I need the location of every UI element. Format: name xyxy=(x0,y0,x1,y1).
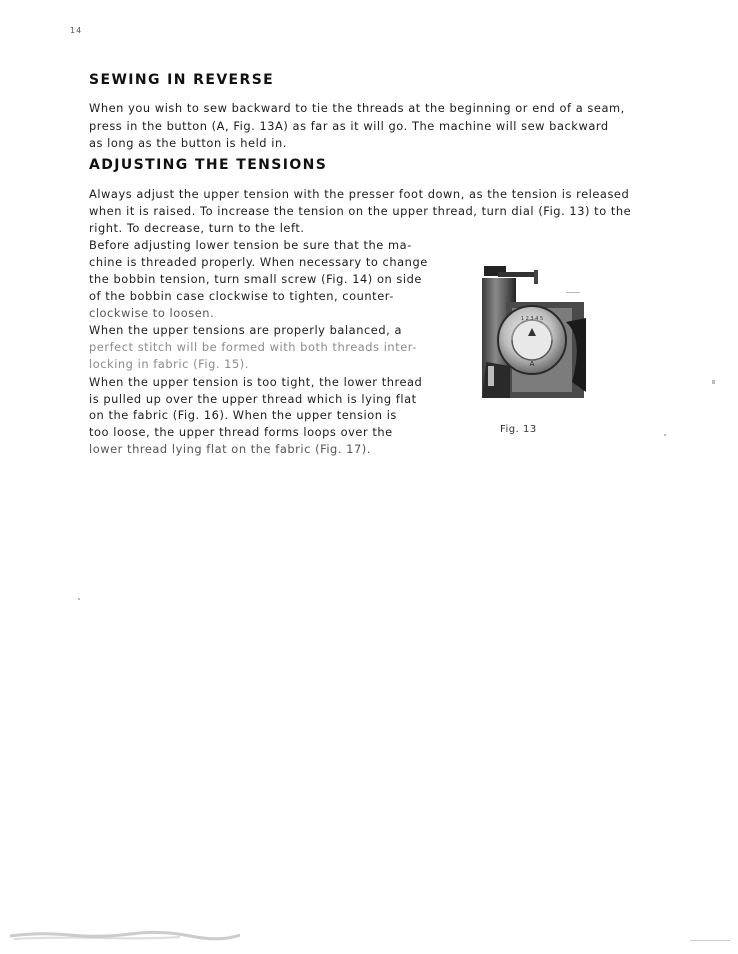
body-line: Before adjusting lower tension be sure that the ma- xyxy=(89,238,412,252)
scan-speck xyxy=(78,598,80,600)
scan-smudge xyxy=(10,926,240,942)
body-line: when it is raised. To increase the tension on the upper thread, turn dial (Fig. 13) to the xyxy=(89,204,632,218)
body-line: the bobbin tension, turn small screw (Fig. 14) on side xyxy=(89,272,422,286)
figure-caption: Fig. 13 xyxy=(500,424,537,435)
dial-marks: 1 2 3 4 5 xyxy=(520,316,544,322)
body-line: press in the button (A, Fig. 13A) as far as it will go. The machine will sew backward xyxy=(89,119,609,133)
section-heading-adjusting-the-tensions: ADJUSTING THE TENSIONS xyxy=(89,157,328,173)
scan-speck xyxy=(712,380,715,384)
body-line: of the bobbin case clockwise to tighten, counter- xyxy=(89,289,394,303)
body-line: When the upper tension is too tight, the lower thread xyxy=(89,375,423,389)
body-line: clockwise to loosen. xyxy=(89,306,215,320)
body-line: When you wish to sew backward to tie the threads at the beginning or end of a seam, xyxy=(89,101,625,115)
body-line: Always adjust the upper tension with the presser foot down, as the tension is released xyxy=(89,187,630,201)
body-line: as long as the button is held in. xyxy=(89,136,287,150)
body-line: is pulled up over the upper thread which is lying flat xyxy=(89,392,417,406)
scan-line xyxy=(690,940,730,941)
section-heading-sewing-in-reverse: SEWING IN REVERSE xyxy=(89,72,275,88)
body-line: lower thread lying flat on the fabric (Fig. 17). xyxy=(89,442,371,456)
body-line: When the upper tensions are properly balanced, a xyxy=(89,323,402,337)
tension-dial-photo xyxy=(476,262,588,402)
page-number: 14 xyxy=(70,26,83,35)
body-line: perfect stitch will be formed with both threads inter- xyxy=(89,340,417,354)
scan-speck xyxy=(664,434,666,436)
body-line: on the fabric (Fig. 16). When the upper tension is xyxy=(89,408,397,422)
dial-letter: A xyxy=(529,360,535,368)
body-line: locking in fabric (Fig. 15). xyxy=(89,357,249,371)
scan-speck xyxy=(566,292,580,293)
body-line: chine is threaded properly. When necessary to change xyxy=(89,255,428,269)
body-line: right. To decrease, turn to the left. xyxy=(89,221,305,235)
body-line: too loose, the upper thread forms loops over the xyxy=(89,425,393,439)
